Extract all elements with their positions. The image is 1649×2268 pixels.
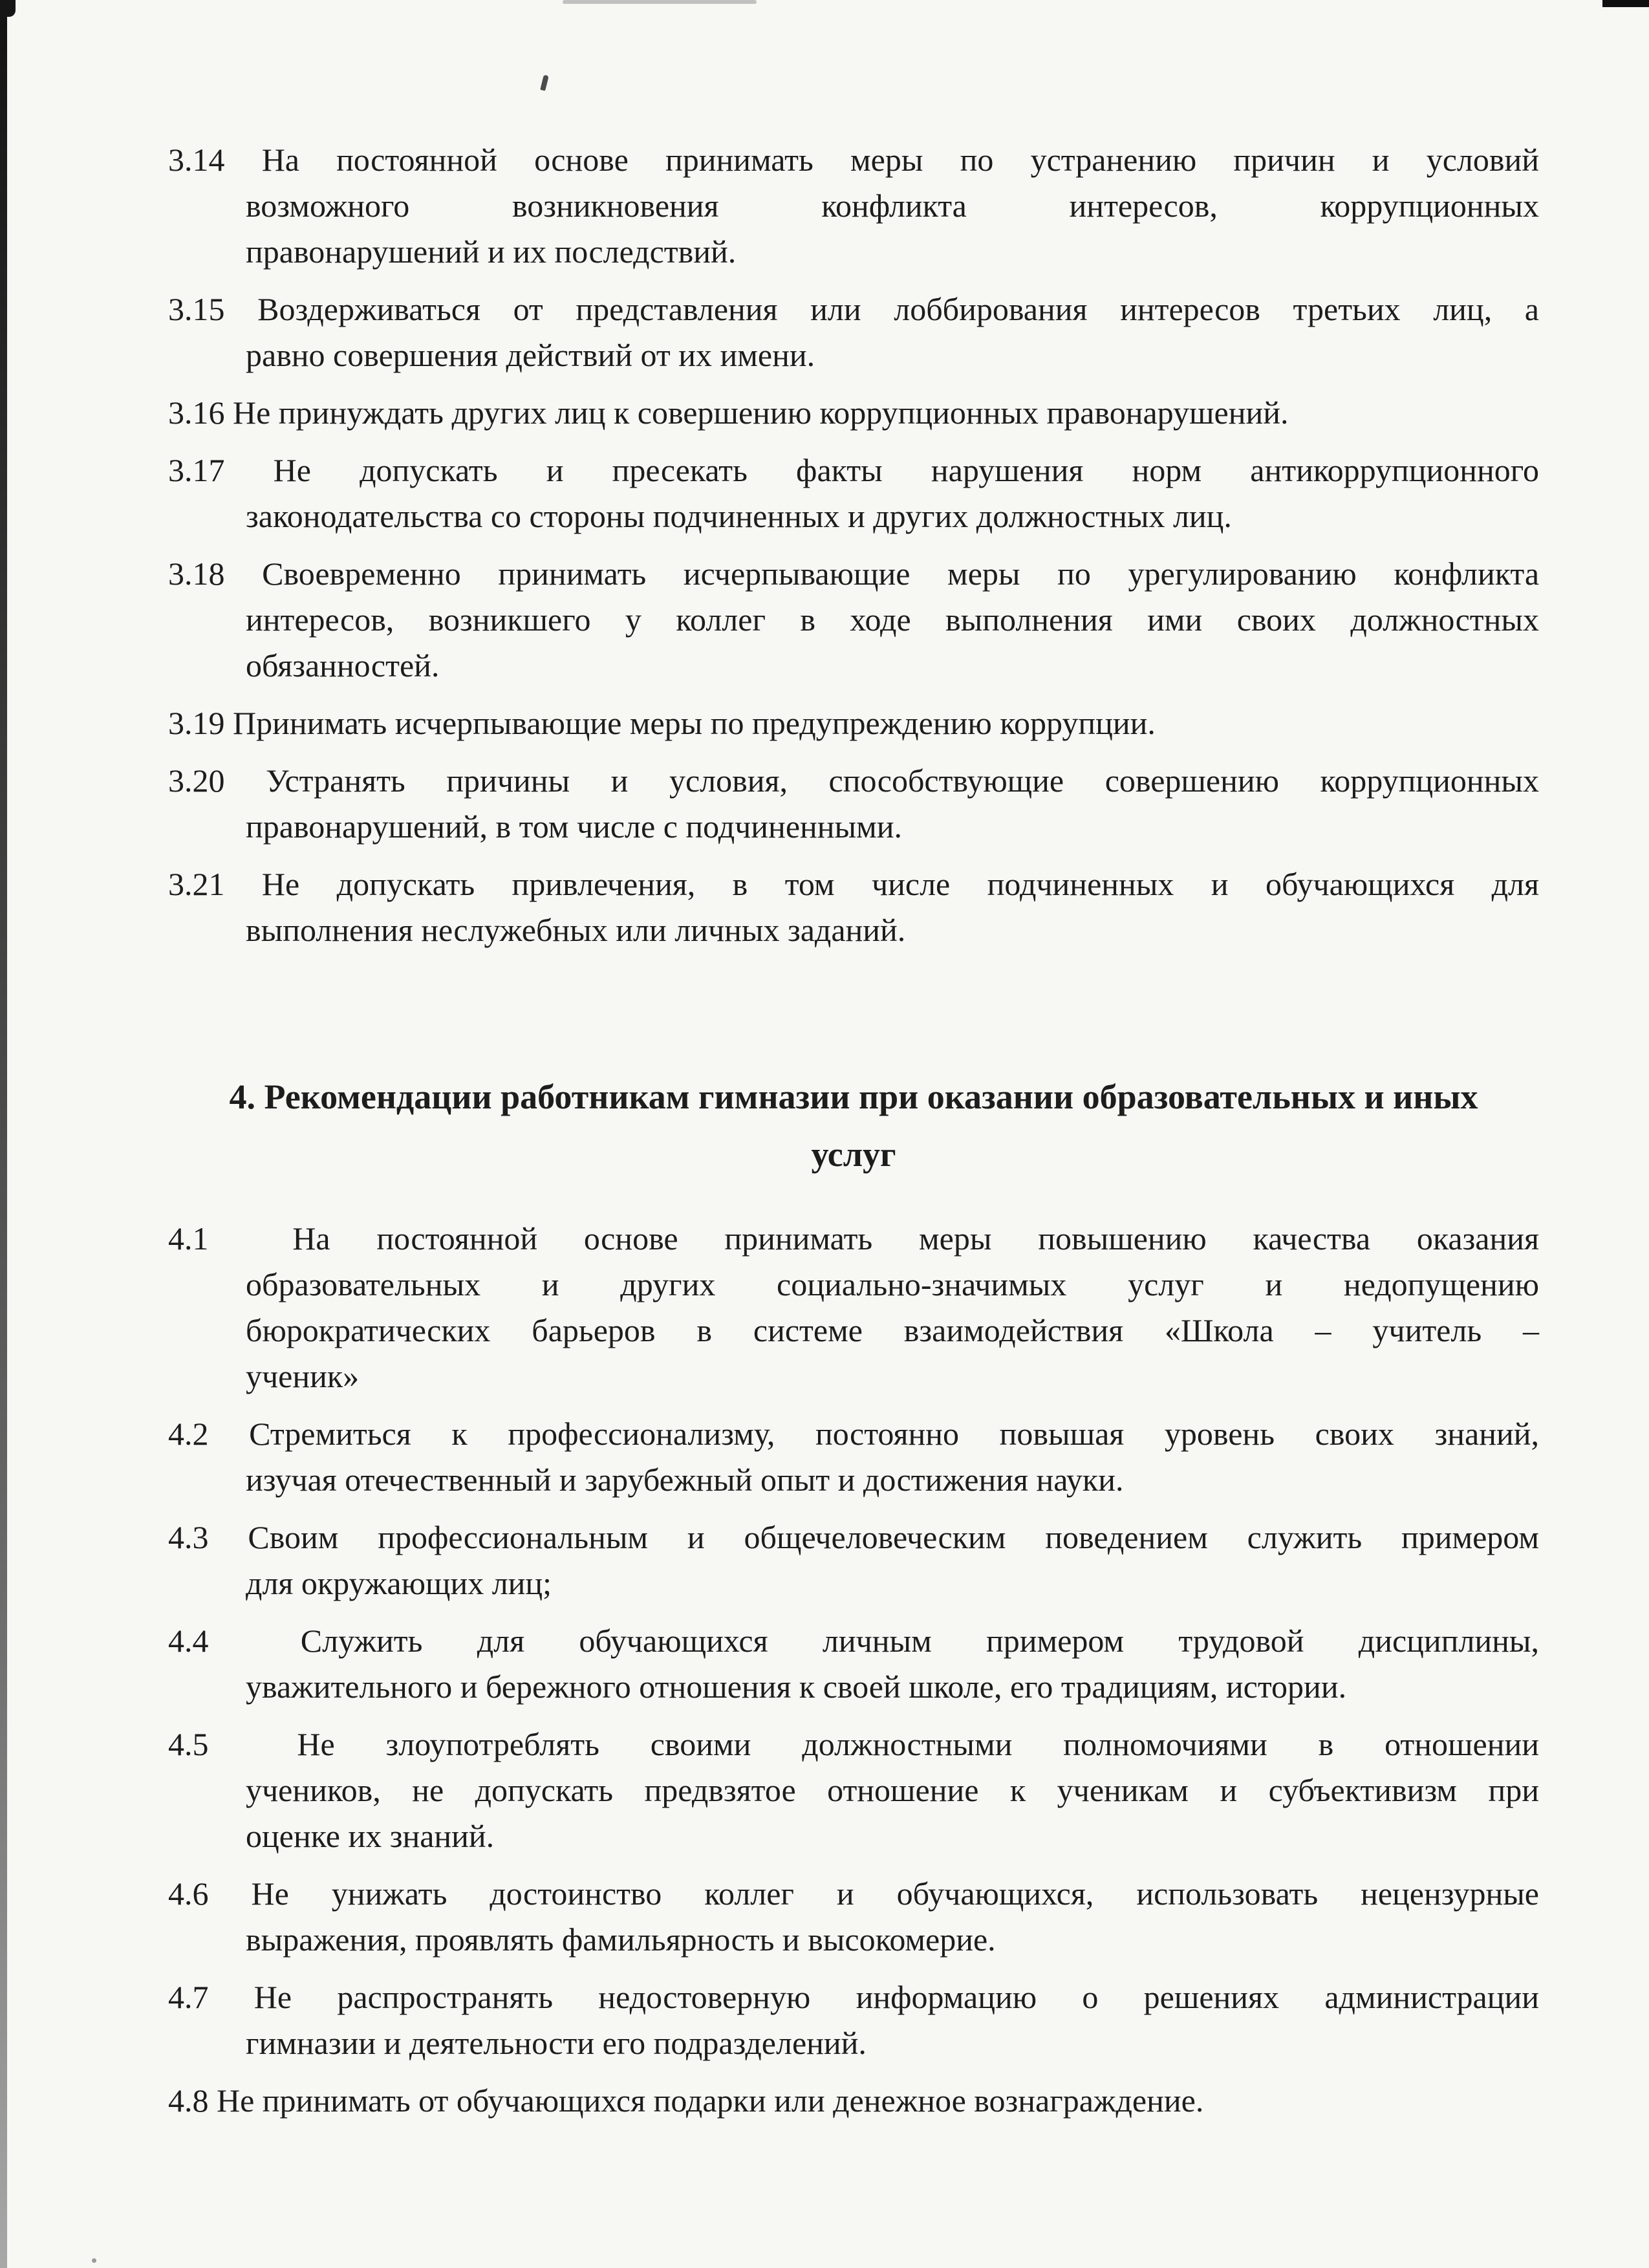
item-line: ученик»: [246, 1358, 360, 1394]
item-3-18: [168, 551, 1539, 689]
item-text: Своевременно принимать исчерпывающие меры по урегулированию конфликта: [262, 556, 1540, 592]
item-line: выполнения неслужебных или личных заданий.: [246, 912, 906, 948]
item-4-1: [168, 1216, 1539, 1399]
item-line: равно совершения действий от их имени.: [246, 337, 815, 373]
item-text: Стремиться к профессионализму, постоянно повышая уровень своих знаний,: [249, 1416, 1539, 1452]
item-line: [168, 390, 1539, 436]
item-line: [168, 286, 1539, 332]
item-number: 4.2: [168, 1416, 209, 1452]
item-4-5: [168, 1722, 1539, 1859]
item-text: Не допускать и пресекать факты нарушения норм антикоррупционного: [273, 452, 1540, 488]
item-text: Служить для обучающихся личным примером трудовой дисциплины,: [300, 1623, 1539, 1659]
item-line: [168, 551, 1539, 597]
item-text: На постоянной основе принимать меры повышению качества оказания: [292, 1220, 1539, 1257]
item-line: изучая отечественный и зарубежный опыт и достижения науки.: [246, 1462, 1124, 1498]
item-line: правонарушений, в том числе с подчиненными.: [246, 808, 903, 845]
item-line: [168, 1722, 1539, 1767]
item-text: Устранять причины и условия, способствующие совершению коррупционных: [266, 762, 1540, 799]
item-line: [168, 1411, 1539, 1457]
item-line: обязанностей.: [246, 647, 440, 684]
item-number: 4.6: [168, 1875, 209, 1912]
item-text: Своим профессиональным и общечеловеческим поведением служить примером: [248, 1519, 1539, 1555]
item-line: оценке их знаний.: [246, 1818, 495, 1854]
item-text: Не распространять недостоверную информацию о решениях администрации: [253, 1979, 1540, 2015]
item-3-14: [168, 137, 1539, 275]
item-number: 3.21: [168, 866, 225, 902]
item-line: интересов, возникшего у коллег в ходе выполнения ими своих должностных: [246, 601, 1539, 638]
item-line: [168, 758, 1539, 804]
item-line: [168, 137, 1539, 183]
item-line: законодательства со стороны подчиненных и других должностных лиц.: [246, 498, 1232, 534]
item-3-21: [168, 861, 1539, 953]
item-line: [168, 1871, 1539, 1917]
item-text: Не принуждать других лиц к совершению коррупционных правонарушений.: [233, 394, 1289, 431]
item-line: [168, 700, 1539, 746]
item-4-2: [168, 1411, 1539, 1503]
item-line: [168, 448, 1539, 493]
item-text: Воздерживаться от представления или лоббирования интересов третьих лиц, а: [257, 291, 1539, 327]
item-number: 3.17: [168, 452, 225, 488]
item-line: гимназии и деятельности его подразделений.: [246, 2025, 867, 2061]
item-3-15: [168, 286, 1539, 378]
item-text: Не допускать привлечения, в том числе подчиненных и обучающихся для: [261, 866, 1540, 902]
item-line: для окружающих лиц;: [246, 1565, 552, 1601]
item-number: 3.14: [168, 142, 225, 178]
item-number: 3.20: [168, 762, 225, 799]
item-text: Принимать исчерпывающие меры по предупреждению коррупции.: [233, 705, 1156, 741]
item-number: 4.7: [168, 1979, 209, 2015]
item-line: образовательных и других социально-значимых услуг и недопущению: [246, 1266, 1539, 1302]
section-heading-line: 4. Рекомендации работникам гимназии при оказании образовательных и иных: [229, 1077, 1478, 1116]
item-line: правонарушений и их последствий.: [246, 233, 737, 270]
item-number: 3.16: [168, 394, 225, 431]
item-3-16: [168, 390, 1539, 436]
item-line: учеников, не допускать предвзятое отношение к ученикам и субъективизм при: [246, 1772, 1539, 1808]
section-heading-line: услуг: [811, 1135, 896, 1174]
item-number: 3.18: [168, 556, 225, 592]
item-number: 4.8: [168, 2082, 209, 2119]
item-4-4: [168, 1618, 1539, 1710]
item-3-19: [168, 700, 1539, 746]
item-text: Не принимать от обучающихся подарки или денежное вознаграждение.: [217, 2082, 1204, 2119]
item-text: Не злоупотреблять своими должностными полномочиями в отношении: [297, 1726, 1539, 1762]
item-line: выражения, проявлять фамильярность и высокомерие.: [246, 1921, 996, 1958]
item-number: 4.4: [168, 1623, 209, 1659]
scan-smudge-top: [563, 0, 757, 4]
item-3-20: [168, 758, 1539, 850]
item-number: 4.3: [168, 1519, 209, 1555]
item-4-6: [168, 1871, 1539, 1963]
item-number: 3.15: [168, 291, 225, 327]
item-4-7: [168, 1974, 1539, 2066]
item-line: уважительного и бережного отношения к своей школе, его традициям, истории.: [246, 1669, 1347, 1705]
item-number: 4.1: [168, 1220, 209, 1257]
item-text: Не унижать достоинство коллег и обучающихся, использовать нецензурные: [251, 1875, 1539, 1912]
item-3-17: [168, 448, 1539, 539]
item-line: [168, 1216, 1539, 1262]
item-line: [168, 2078, 1539, 2124]
item-number: 3.19: [168, 705, 225, 741]
scan-edge-strip: [0, 0, 7, 2268]
scan-speck: [540, 74, 549, 91]
scan-corner-mark-top-left: [0, 0, 16, 17]
item-text: На постоянной основе принимать меры по устранению причин и условий: [261, 142, 1539, 178]
scan-corner-mark-top-right: [1602, 0, 1649, 7]
item-line: [168, 1974, 1539, 2020]
document-body: [168, 137, 1539, 2135]
item-4-8: [168, 2078, 1539, 2124]
scan-speck: [92, 2258, 96, 2263]
item-line: [168, 861, 1539, 907]
item-line: возможного возникновения конфликта интересов, коррупционных: [246, 188, 1539, 224]
item-number: 4.5: [168, 1726, 209, 1762]
section-4-heading: [168, 1068, 1539, 1183]
item-line: бюрократических барьеров в системе взаимодействия «Школа – учитель –: [246, 1312, 1539, 1348]
item-line: [168, 1515, 1539, 1561]
item-line: [168, 1618, 1539, 1664]
item-4-3: [168, 1515, 1539, 1606]
